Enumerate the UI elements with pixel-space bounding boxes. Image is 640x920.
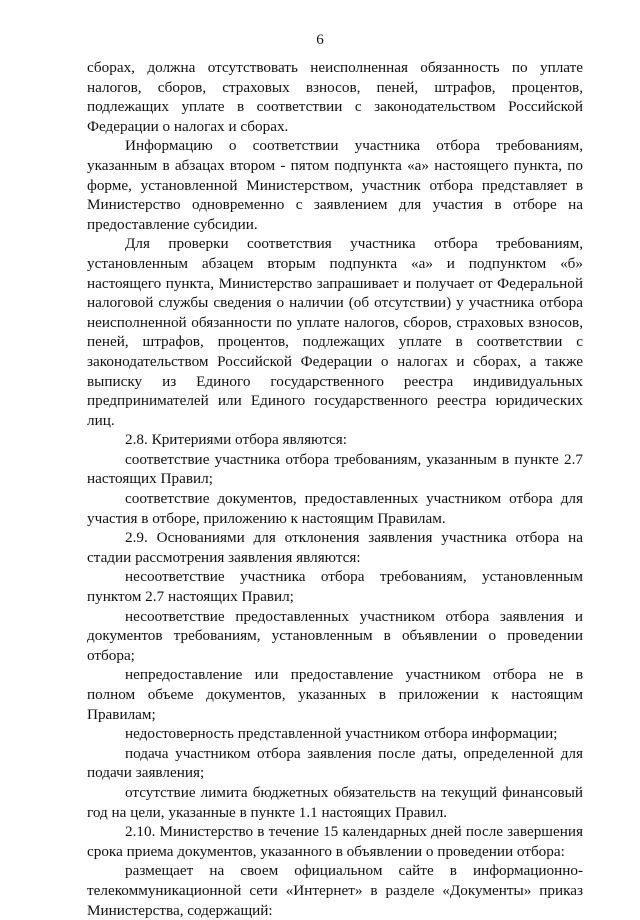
rejection-item-document-mismatch: несоответствие предоставленных участником отбора заявления и документов требованиям, установленным в объявлении о проведении отбора; bbox=[87, 607, 583, 664]
rejection-item-no-budget-limit: отсутствие лимита бюджетных обязательств на текущий финансовый год на цели, указанные в пункте 1.1 настоящих Правил. bbox=[87, 783, 583, 821]
rejection-item-late-submission: подача участником отбора заявления после даты, определенной для подачи заявления; bbox=[87, 744, 583, 782]
criteria-item-requirements: соответствие участника отбора требованиям, указанным в пункте 2.7 настоящих Правил; bbox=[87, 450, 583, 488]
criteria-item-documents: соответствие документов, предоставленных участником отбора для участия в отборе, приложению к настоящим Правилам. bbox=[87, 490, 583, 527]
paragraph-compliance-information: Информацию о соответствии участника отбора требованиям, указанным в абзацах втором - пятом подпункта «а» настоящего пункта, по форме, установленной Министерством, участник отбора представляет в Министерство одновременно с заявлением для участия в отборе на предоставление субсидии. bbox=[87, 137, 583, 233]
page-number: 6 bbox=[316, 32, 324, 48]
rejection-item-requirements: несоответствие участника отбора требованиям, установленным пунктом 2.7 настоящих Правил; bbox=[87, 568, 583, 606]
section-2-10-heading: 2.10. Министерство в течение 15 календарных дней после завершения срока приема документов, указанного в объявлении о проведении отбора: bbox=[87, 823, 583, 860]
paragraph-continuation-taxes: сборах, должна отсутствовать неисполненная обязанность по уплате налогов, сборов, страховых взносов, пеней, штрафов, процентов, подлежащих уплате в соответствии с законодательством Российской Федерации о налогах и сборах. bbox=[87, 59, 583, 135]
section-2-9-heading: 2.9. Основаниями для отклонения заявления участника отбора на стадии рассмотрения заявления являются: bbox=[87, 529, 583, 566]
rejection-item-false-information: недостоверность представленной участником отбора информации; bbox=[125, 725, 558, 743]
publication-item-order: размещает на своем официальном сайте в информационно-телекоммуникационной сети «Интернет» в разделе «Документы» приказ Министерства, содержащий: bbox=[87, 862, 583, 919]
section-2-8-heading: 2.8. Критериями отбора являются: bbox=[125, 431, 347, 449]
rejection-item-incomplete-documents: непредоставление или предоставление участником отбора не в полном объеме документов, указанных в приложении к настоящим Правилам; bbox=[87, 666, 583, 723]
document-body bbox=[87, 58, 583, 920]
paragraph-verification-request: Для проверки соответствия участника отбора требованиям, установленным абзацем вторым подпункта «а» и подпунктом «б» настоящего пункта, Министерство запрашивает и получает от Федеральной налоговой службы сведения о наличии (об отсутствии) у участника отбора неисполненной обязанности по уплате налогов, сборов, страховых взносов, пеней, штрафов, процентов, подлежащих уплате в соответствии с законодательством Российской Федерации о налогах и сборах, а также выписку из Единого государственного реестра индивидуальных предпринимателей или Единого государственного реестра юридических лиц. bbox=[87, 235, 583, 429]
